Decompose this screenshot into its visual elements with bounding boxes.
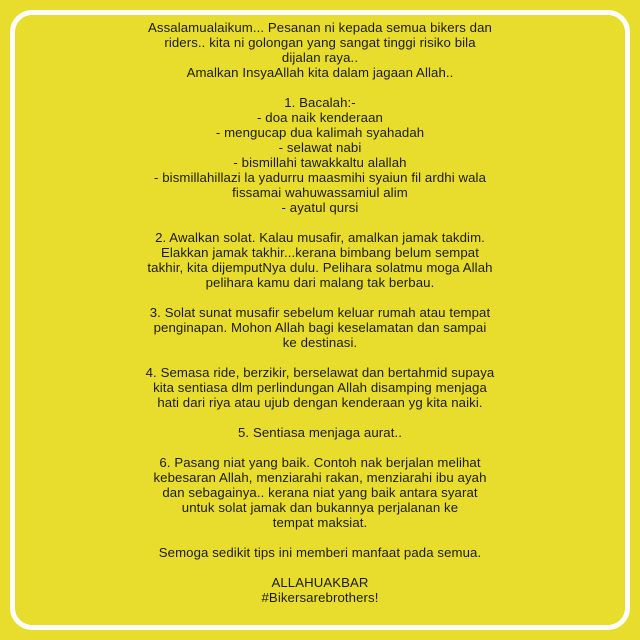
text-line: kebesaran Allah, menziarahi rakan, menziarahi ibu ayah	[153, 470, 487, 485]
text-line: untuk solat jamak dan bukannya perjalanan ke	[181, 500, 459, 515]
text-line: pelihara kamu dari malang tak berbau.	[205, 275, 435, 290]
text-line: 4. Semasa ride, berzikir, berselawat dan bertahmid supaya	[145, 365, 495, 380]
text-line: 6. Pasang niat yang baik. Contoh nak berjalan melihat	[159, 455, 481, 470]
point-5	[30, 425, 610, 440]
point-6	[30, 455, 610, 530]
text-line: ke destinasi.	[282, 335, 358, 350]
text-line: Assalamualaikum... Pesanan ni kepada semua bikers dan	[148, 20, 492, 35]
text-line: 2. Awalkan solat. Kalau musafir, amalkan jamak takdim.	[155, 230, 485, 245]
text-line: Amalkan InsyaAllah kita dalam jagaan Allah..	[186, 65, 454, 80]
hashtag: #Bikersarebrothers!	[261, 590, 379, 605]
point-4	[30, 365, 610, 410]
text-line: - selawat nabi	[278, 140, 362, 155]
text-line: - ayatul qursi	[281, 200, 359, 215]
text-line: ALLAHUAKBAR	[271, 575, 369, 590]
text-line: Semoga sedikit tips ini memberi manfaat pada semua.	[158, 545, 482, 560]
text-line: hati dari riya atau ujub dengan kenderaan yg kita naiki.	[157, 395, 483, 410]
text-line: dan sebagainya.. kerana niat yang baik antara syarat	[162, 485, 478, 500]
text-line: Elakkan jamak takhir...kerana bimbang belum sempat	[161, 245, 479, 260]
point-1	[30, 95, 610, 215]
text-line: 5. Sentiasa menjaga aurat..	[238, 425, 402, 440]
text-line: takhir, kita dijemputNya dulu. Pelihara solatmu moga Allah	[147, 260, 493, 275]
message-text	[30, 20, 610, 605]
text-line: 3. Solat sunat musafir sebelum keluar rumah atau tempat	[149, 305, 491, 320]
text-line: - bismillahillazi la yadurru maasmihi syaiun fil ardhi wala	[153, 170, 487, 185]
text-line: 1. Bacalah:-	[284, 95, 356, 110]
point-2	[30, 230, 610, 290]
text-line: - bismillahi tawakkaltu alallah	[233, 155, 407, 170]
text-line: riders.. kita ni golongan yang sangat tinggi risiko bila	[164, 35, 476, 50]
text-line: penginapan. Mohon Allah bagi keselamatan dan sampai	[153, 320, 487, 335]
text-line: fissamai wahuwassamiul alim	[232, 185, 408, 200]
point-3	[30, 305, 610, 350]
text-line: dijalan raya..	[281, 50, 359, 65]
text-line: kita sentiasa dlm perlindungan Allah disamping menjaga	[153, 380, 487, 395]
intro-paragraph	[30, 20, 610, 80]
text-line: tempat maksiat.	[272, 515, 368, 530]
signoff	[30, 575, 610, 605]
text-line: - mengucap dua kalimah syahadah	[215, 125, 425, 140]
closing-line	[30, 545, 610, 560]
text-line: - doa naik kenderaan	[257, 110, 383, 125]
